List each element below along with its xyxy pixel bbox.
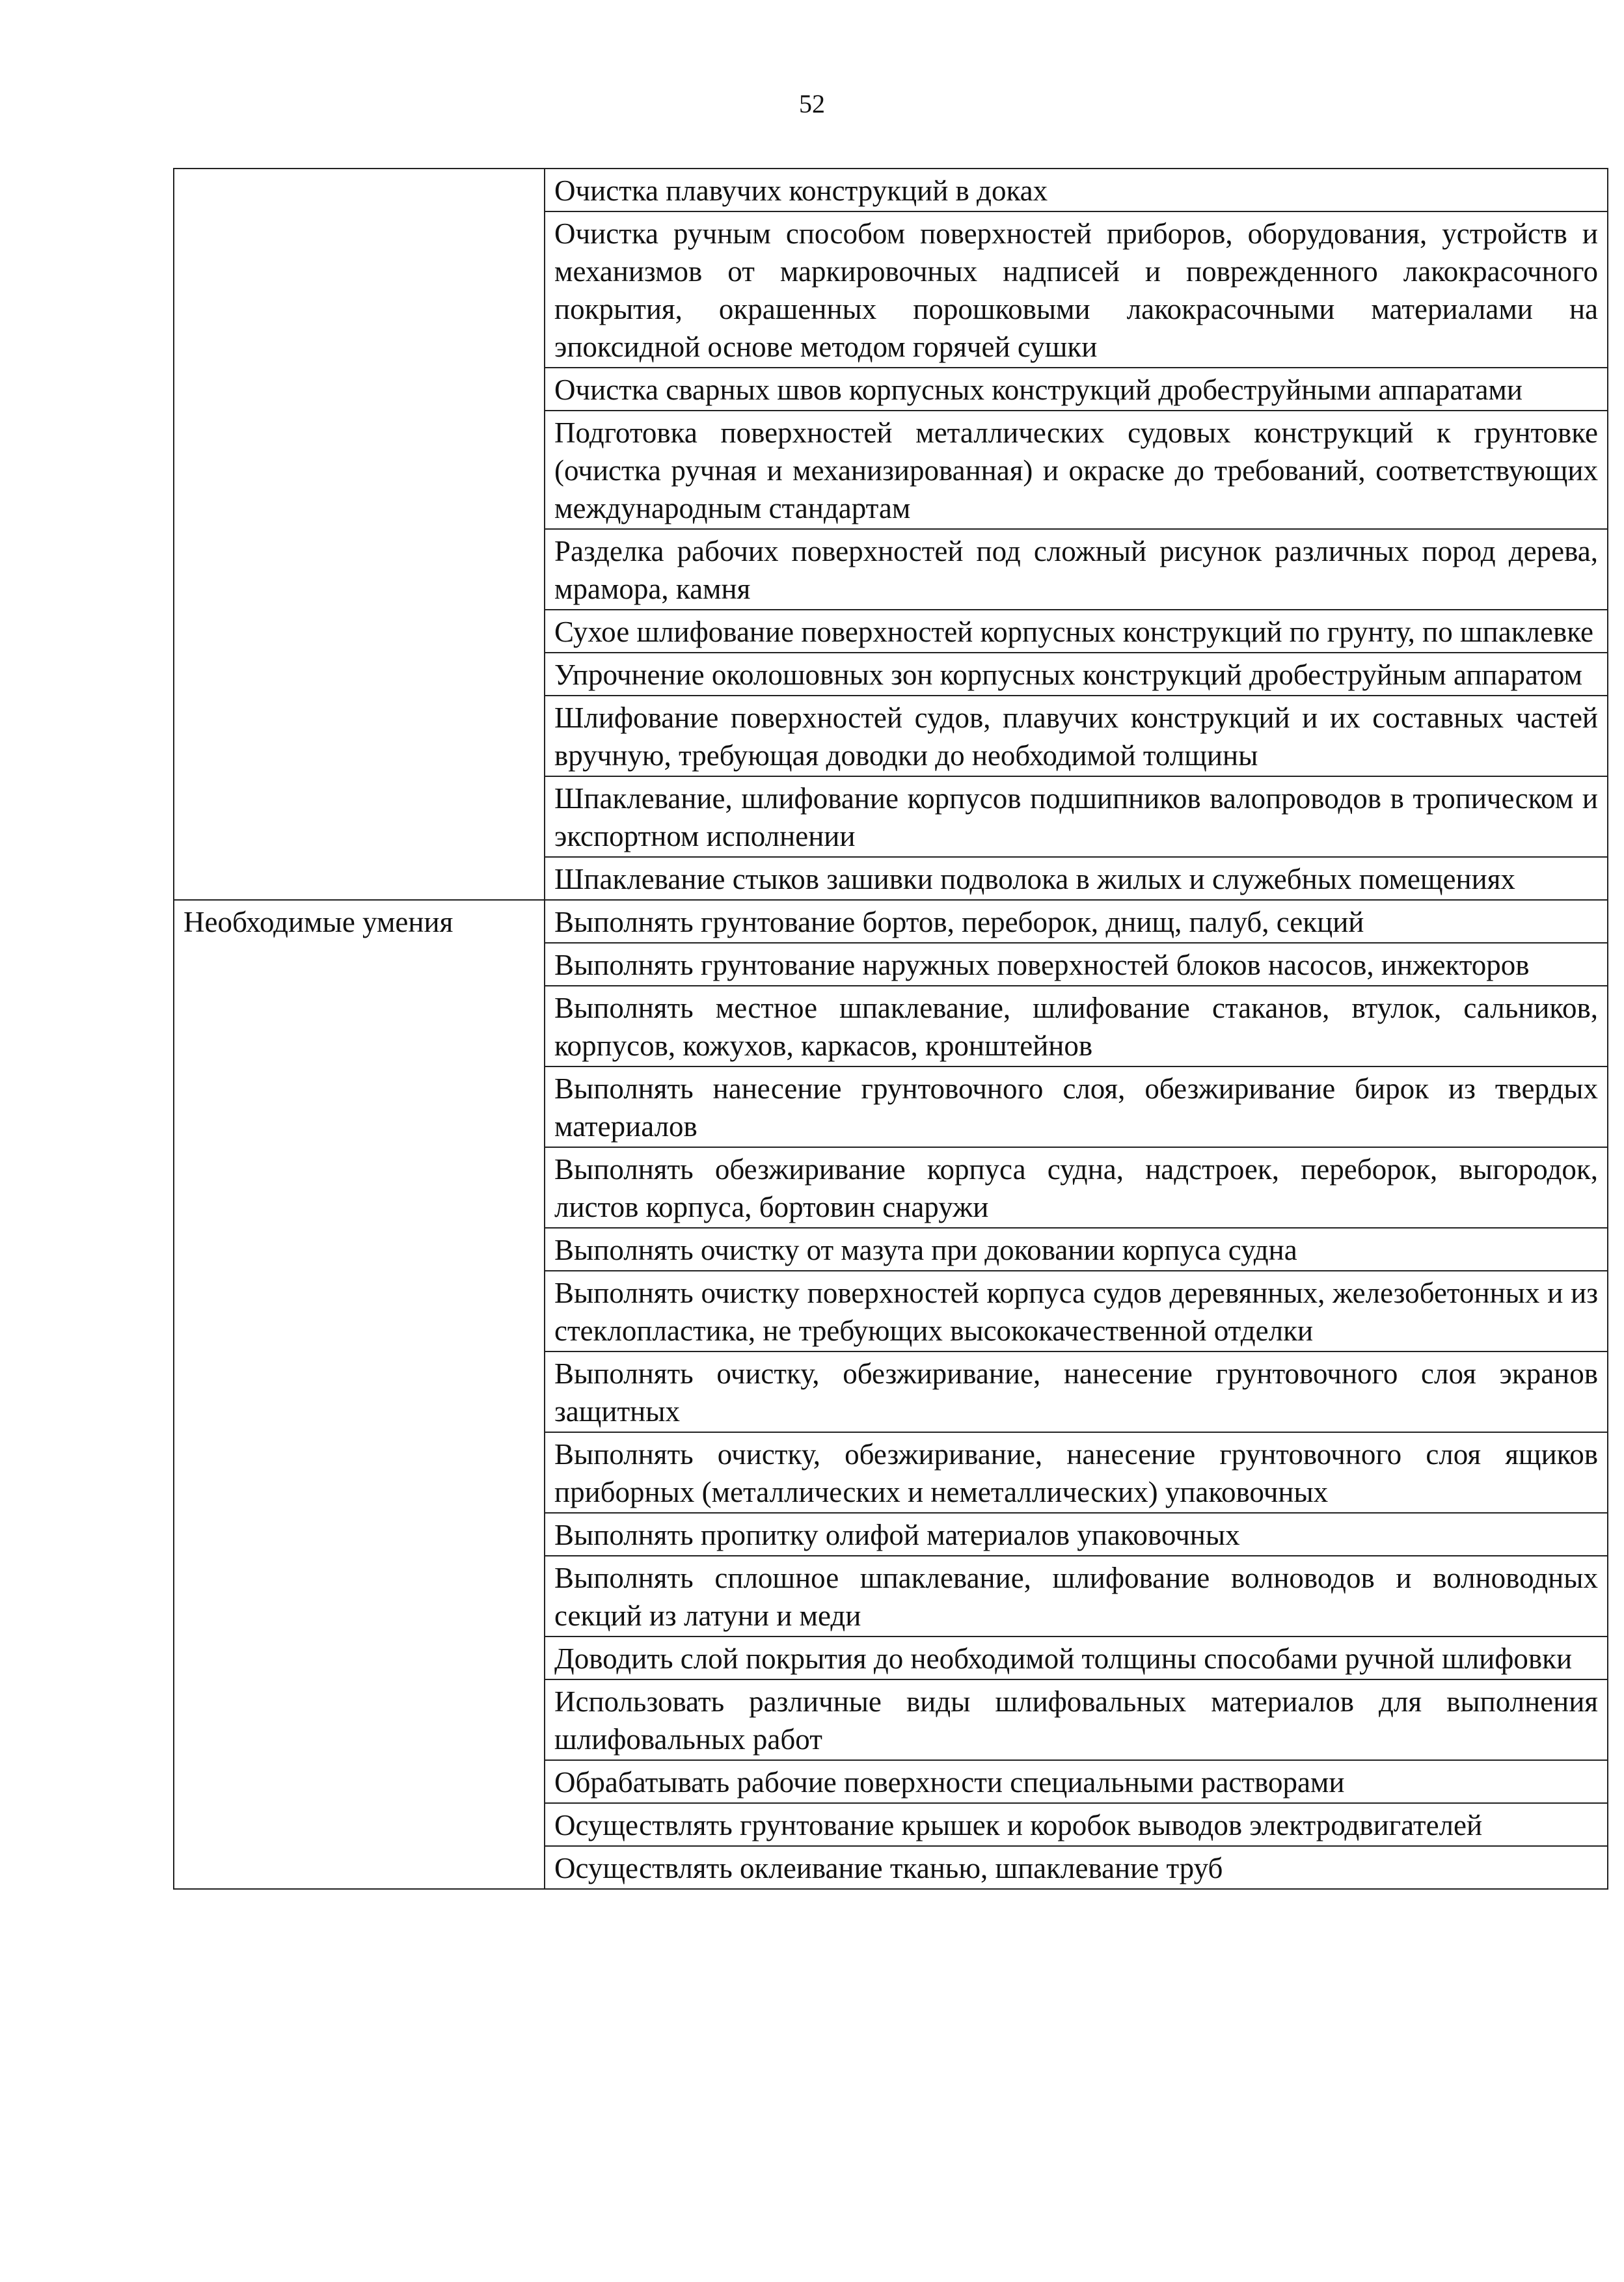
table-cell: Выполнять грунтование бортов, переборок, днищ, палуб, секций	[545, 900, 1608, 943]
table-cell: Упрочнение околошовных зон корпусных конструкций дробеструйным аппаратом	[545, 653, 1608, 696]
table-cell: Выполнять местное шпаклевание, шлифование стаканов, втулок, сальников, корпусов, кожухов, каркасов, кронштейнов	[545, 986, 1608, 1066]
table-cell: Выполнять обезжиривание корпуса судна, надстроек, переборок, выгородок, листов корпуса, бортовин снаружи	[545, 1147, 1608, 1228]
table-cell: Выполнять очистку поверхностей корпуса судов деревянных, железобетонных и из стеклопластика, не требующих высококачественной отделки	[545, 1271, 1608, 1352]
skills-label-cell: Необходимые умения	[174, 900, 545, 1889]
table-cell: Шпаклевание, шлифование корпусов подшипников валопроводов в тропическом и экспортном исполнении	[545, 776, 1608, 857]
table-cell: Сухое шлифование поверхностей корпусных конструкций по грунту, по шпаклевке	[545, 610, 1608, 653]
table-row	[174, 900, 1608, 943]
table-cell: Разделка рабочих поверхностей под сложный рисунок различных пород дерева, мрамора, камня	[545, 529, 1608, 610]
table-cell: Очистка сварных швов корпусных конструкций дробеструйными аппаратами	[545, 368, 1608, 411]
table-cell: Доводить слой покрытия до необходимой толщины способами ручной шлифовки	[545, 1637, 1608, 1679]
table-cell: Использовать различные виды шлифовальных материалов для выполнения шлифовальных работ	[545, 1679, 1608, 1760]
continued-label-cell	[174, 169, 545, 900]
table-cell: Обрабатывать рабочие поверхности специальными растворами	[545, 1760, 1608, 1803]
table-cell: Выполнять пропитку олифой материалов упаковочных	[545, 1513, 1608, 1556]
page-number: 52	[799, 89, 825, 118]
table-cell: Очистка плавучих конструкций в доках	[545, 169, 1608, 211]
table-cell: Выполнять нанесение грунтовочного слоя, обезжиривание бирок из твердых материалов	[545, 1066, 1608, 1147]
table-cell: Выполнять очистку, обезжиривание, нанесение грунтовочного слоя ящиков приборных (металлических и неметаллических) упаковочных	[545, 1432, 1608, 1513]
table-cell: Подготовка поверхностей металлических судовых конструкций к грунтовке (очистка ручная и механизированная) и окраске до требований, соответствующих международным стандартам	[545, 411, 1608, 529]
table-cell: Выполнять очистку от мазута при доковании корпуса судна	[545, 1228, 1608, 1271]
table-cell: Очистка ручным способом поверхностей приборов, оборудования, устройств и механизмов от маркировочных надписей и поврежденного лакокрасочного покрытия, окрашенных порошковыми лакокрасочными материалами на эпоксидной основе методом горячей сушки	[545, 211, 1608, 368]
requirements-table	[173, 168, 1608, 1890]
table-cell: Шлифование поверхностей судов, плавучих конструкций и их составных частей вручную, требующая доводки до необходимой толщины	[545, 696, 1608, 776]
table-cell: Осуществлять грунтование крышек и коробок выводов электродвигателей	[545, 1803, 1608, 1846]
table-cell: Шпаклевание стыков зашивки подволока в жилых и служебных помещениях	[545, 857, 1608, 900]
table-row	[174, 169, 1608, 211]
table-cell: Осуществлять оклеивание тканью, шпаклевание труб	[545, 1846, 1608, 1889]
table-cell: Выполнять очистку, обезжиривание, нанесение грунтовочного слоя экранов защитных	[545, 1352, 1608, 1432]
table-cell: Выполнять грунтование наружных поверхностей блоков насосов, инжекторов	[545, 943, 1608, 986]
table-cell: Выполнять сплошное шпаклевание, шлифование волноводов и волноводных секций из латуни и меди	[545, 1556, 1608, 1637]
